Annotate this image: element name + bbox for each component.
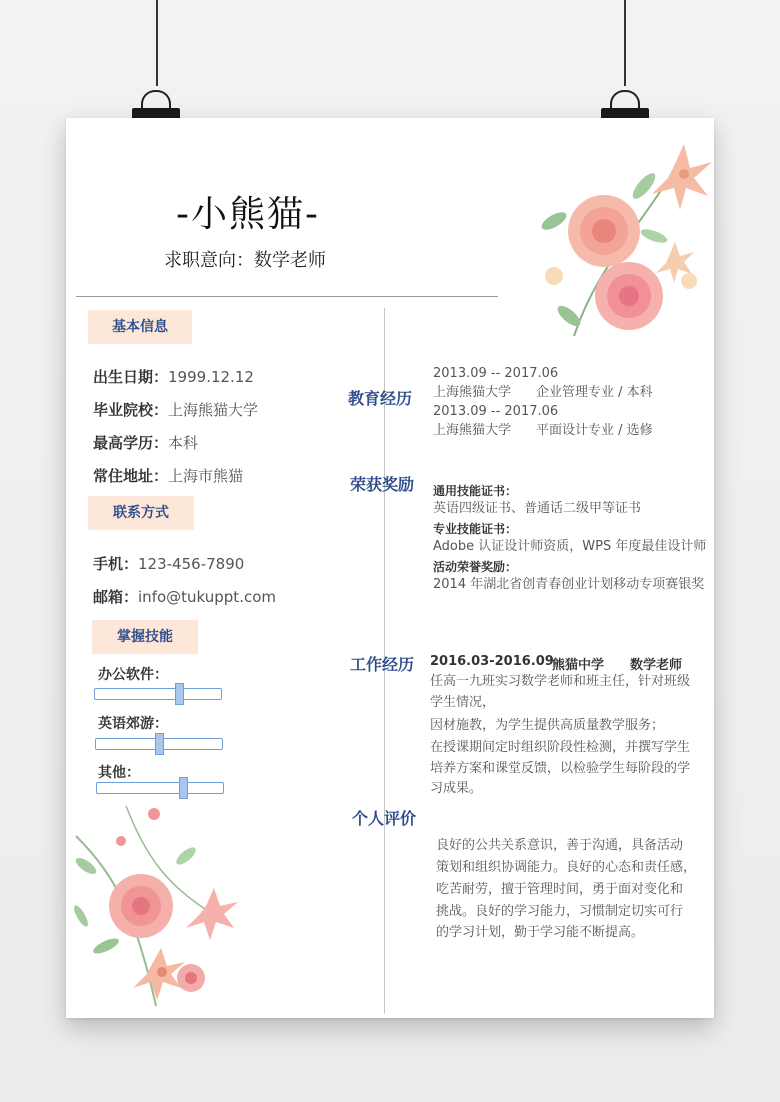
honor-key: 专业技能证书：	[433, 522, 518, 536]
eval-line: 挑战。良好的学习能力，习惯制定切实可行	[436, 904, 684, 919]
skill-label: 其他：	[98, 765, 140, 781]
honor-key: 通用技能证书：	[433, 484, 518, 498]
contact-title: 联系方式	[88, 496, 194, 530]
eval-line: 的学习计划，勤于学习能不断提高。	[436, 925, 645, 940]
header-divider	[76, 296, 498, 297]
work-line: 因材施教，为学生提供高质量教学服务；	[430, 718, 665, 733]
skill-slider-knob[interactable]	[155, 733, 164, 755]
work-title: 工作经历	[350, 655, 415, 674]
job-intent: 求职意向：数学老师	[164, 250, 326, 271]
edu-date: 2013.09 -- 2017.06	[433, 404, 559, 419]
basic-field: 毕业院校：上海熊猫大学	[93, 401, 259, 419]
candidate-name: -小熊猫-	[176, 194, 320, 235]
eval-line: 策划和组织协调能力。良好的心态和责任感，	[436, 860, 697, 875]
flower-decoration-icon	[534, 126, 714, 366]
skill-label: 办公软件：	[98, 667, 168, 683]
skill-label: 英语郊游：	[98, 716, 168, 732]
work-line: 培养方案和课堂反馈，以检验学生每阶段的学	[430, 761, 691, 776]
eval-line: 吃苦耐劳，擅于管理时间，勇于面对变化和	[436, 882, 684, 897]
skill-slider[interactable]	[94, 688, 222, 700]
honor-value: 2014 年湖北省创青春创业计划移动专项赛银奖	[433, 577, 705, 592]
work-line: 学生情况，	[430, 695, 496, 710]
flower-decoration-icon	[66, 796, 266, 1016]
work-date: 2016.03-2016.09	[430, 654, 554, 669]
basic-field: 最高学历：本科	[93, 434, 199, 452]
skill-slider[interactable]	[95, 738, 223, 750]
work-line: 在授课期间定时组织阶段性检测，并撰写学生	[430, 740, 691, 755]
honors-title: 荣获奖励	[350, 475, 415, 494]
work-line: 习成果。	[430, 781, 483, 796]
skills-title: 掌握技能	[92, 620, 198, 654]
basic-info-title: 基本信息	[88, 310, 192, 344]
resume-paper	[66, 118, 714, 1018]
work-org: 熊猫中学	[552, 658, 605, 673]
hanging-wire-right	[624, 0, 626, 86]
honor-value: Adobe 认证设计师资质，WPS 年度最佳设计师	[433, 539, 707, 554]
skill-slider[interactable]	[96, 782, 224, 794]
work-role: 数学老师	[630, 658, 683, 673]
edu-major: 企业管理专业 / 本科	[536, 385, 653, 400]
edu-school: 上海熊猫大学	[433, 385, 512, 400]
skill-slider-knob[interactable]	[175, 683, 184, 705]
education-title: 教育经历	[348, 389, 413, 408]
basic-field: 出生日期：1999.12.12	[93, 368, 254, 386]
contact-phone: 手机：123-456-7890	[93, 555, 245, 573]
honor-value: 英语四级证书、普通话二级甲等证书	[433, 501, 642, 516]
contact-email: 邮箱：info@tukuppt.com	[93, 588, 276, 606]
edu-date: 2013.09 -- 2017.06	[433, 366, 559, 381]
eval-line: 良好的公共关系意识，善于沟通，具备活动	[436, 838, 684, 853]
work-line: 任高一九班实习数学老师和班主任，针对班级	[430, 674, 691, 689]
honor-key: 活动荣誉奖励：	[433, 560, 518, 574]
edu-major: 平面设计专业 / 选修	[536, 423, 653, 438]
basic-field: 常住地址：上海市熊猫	[93, 467, 244, 485]
evaluation-title: 个人评价	[352, 809, 417, 828]
hanging-wire-left	[156, 0, 158, 86]
edu-school: 上海熊猫大学	[433, 423, 512, 438]
